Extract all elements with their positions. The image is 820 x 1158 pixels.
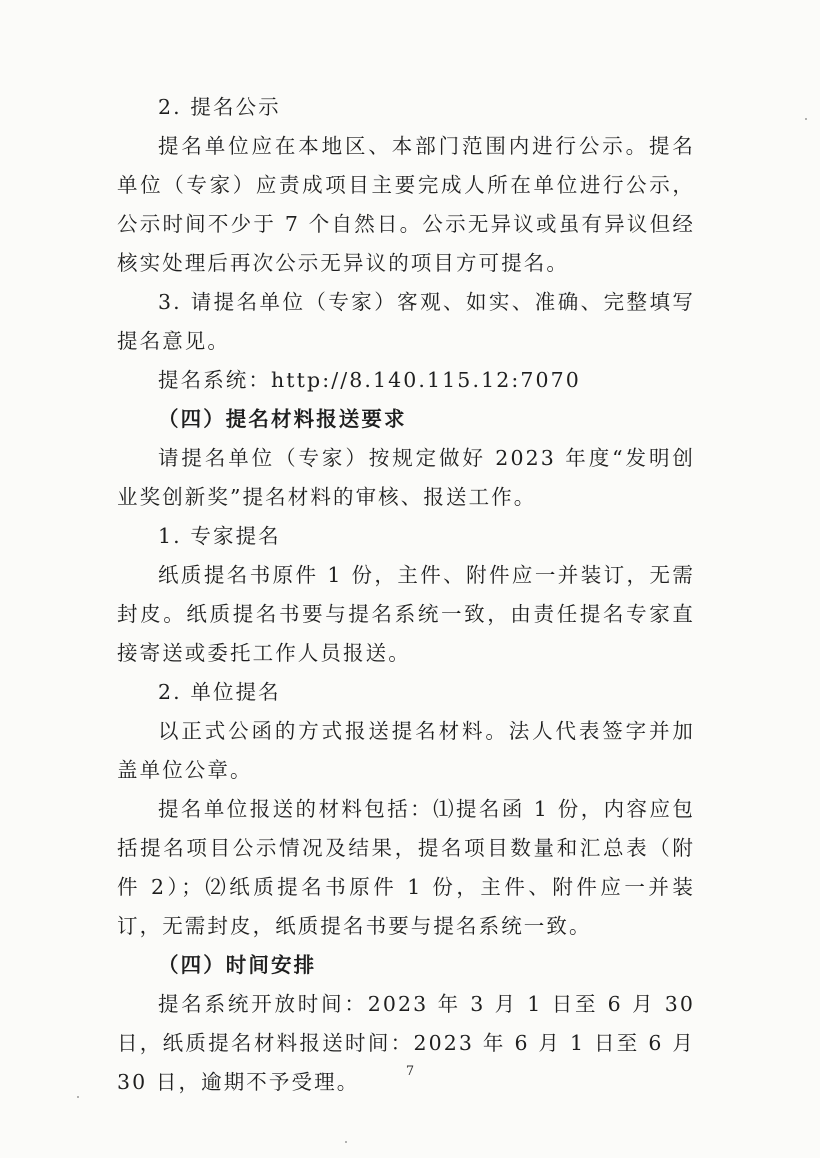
document-body [117,88,695,1102]
paragraph-schedule-body: 提名系统开放时间：2023 年 3 月 1 日至 6 月 30 日，纸质提名材料报送时间：2023 年 6 月 1 日至 6 月 30 日，逾期不予受理。 [117,992,695,1094]
paragraph-fill-opinion: 3. 请提名单位（专家）客观、如实、准确、完整填写提名意见。 [117,290,695,353]
page-number: 7 [405,1064,415,1079]
heading-schedule: （四）时间安排 [158,953,317,977]
paragraph-expert-nomination-title: 1. 专家提名 [158,524,281,548]
paragraph-nomination-system-url: 提名系统：http://8.140.115.12:7070 [158,368,581,392]
paragraph-submission-intro: 请提名单位（专家）按规定做好 2023 年度“发明创业奖创新奖”提名材料的审核、报送工作。 [117,446,695,509]
scan-speck [77,1096,79,1098]
paragraph-unit-nomination-title: 2. 单位提名 [158,680,281,704]
paragraph-nomination-publicity-title: 2. 提名公示 [158,95,281,119]
scan-speck [345,1141,347,1143]
paragraph-expert-nomination-body: 纸质提名书原件 1 份，主件、附件应一并装订，无需封皮。纸质提名书要与提名系统一致，由责任提名专家直接寄送或委托工作人员报送。 [117,563,695,665]
paragraph-publicity-rules: 提名单位应在本地区、本部门范围内进行公示。提名单位（专家）应责成项目主要完成人所在单位进行公示，公示时间不少于 7 个自然日。公示无异议或虽有异议但经核实处理后再次公示无异议的项目方可提名。 [117,134,695,275]
paragraph-unit-nomination-body: 以正式公函的方式报送提名材料。法人代表签字并加盖单位公章。 [117,719,695,782]
scan-speck [805,118,807,120]
paragraph-unit-materials: 提名单位报送的材料包括：⑴提名函 1 份，内容应包括提名项目公示情况及结果，提名项目数量和汇总表（附件 2）；⑵纸质提名书原件 1 份，主件、附件应一并装订，无需封皮，纸质提名书要与提名系统一致。 [117,797,695,938]
heading-submission-requirements: （四）提名材料报送要求 [158,407,407,431]
